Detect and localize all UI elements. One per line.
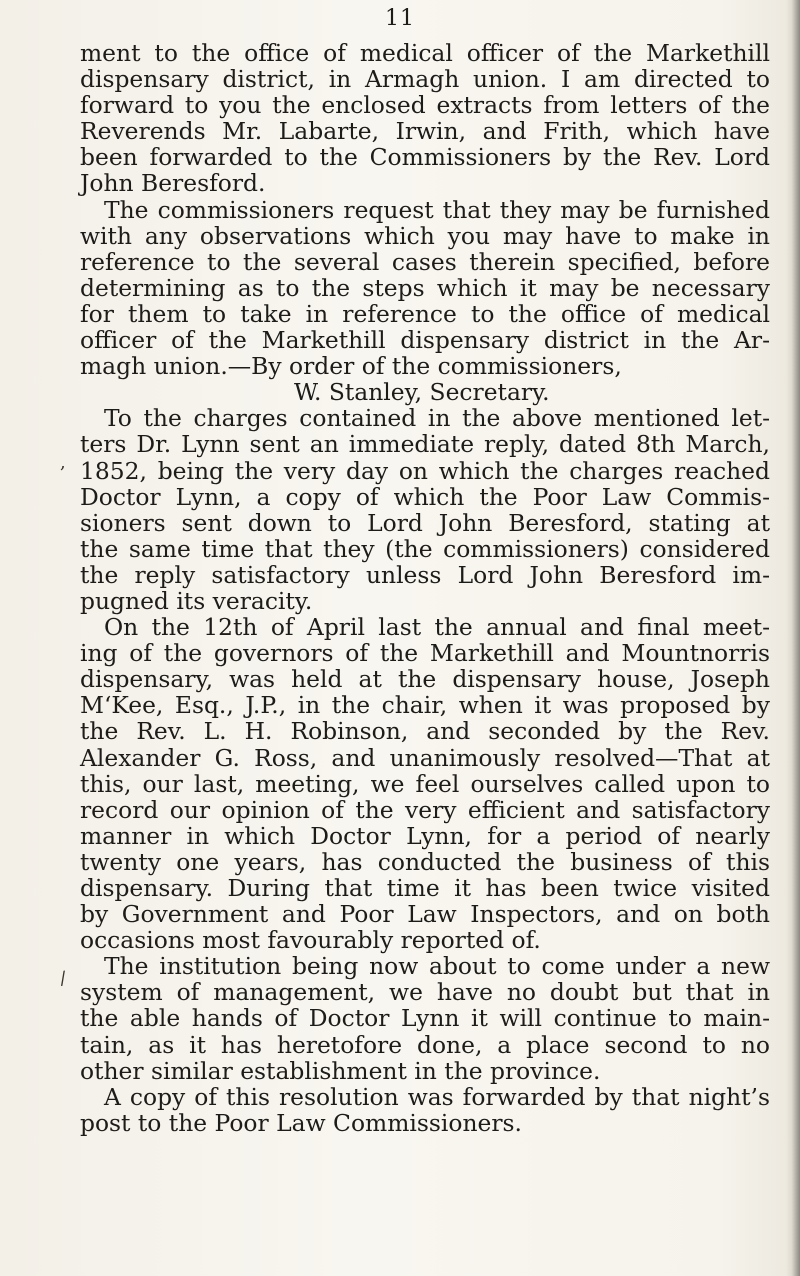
text-line: Doctor Lynn, a copy of which the Poor Law Commis-: [80, 482, 770, 511]
text-line: the able hands of Doctor Lynn it will continue to main-: [80, 1004, 770, 1033]
text-line: ment to the office of medical officer of the Markethill: [80, 39, 770, 67]
margin-mark: /: [58, 967, 68, 990]
text-line: the Rev. L. H. Robinson, and seconded by the Rev.: [80, 717, 770, 746]
text-line: the reply satisfactory unless Lord John Beresford im-: [80, 560, 770, 589]
text-line: A copy of this resolution was forwarded by that night’s: [104, 1082, 770, 1111]
text-line: this, our last, meeting, we feel ourselves called upon to: [80, 769, 770, 798]
text-line: other similar establishment in the province.: [80, 1056, 601, 1085]
body-text: [80, 40, 770, 1136]
paragraph: [80, 1084, 770, 1136]
text-line: for them to take in reference to the office of medical: [80, 299, 770, 328]
text-line: post to the Poor Law Commissioners.: [80, 1108, 522, 1137]
text-line: twenty one years, has conducted the business of this: [80, 847, 770, 876]
text-line: been forwarded to the Commissioners by the Rev. Lord: [80, 143, 770, 172]
page-edge-shadow: [786, 0, 800, 1276]
page-number: 11: [385, 6, 415, 31]
text-line: John Beresford.: [80, 169, 266, 198]
paragraph: [80, 405, 770, 614]
text-line: Alexander G. Ross, and unanimously resolved—That at: [80, 743, 770, 772]
paragraph: [80, 197, 770, 380]
paragraph: [80, 614, 770, 953]
text-line: the same time that they (the commissioners) considered: [80, 534, 770, 563]
text-line: The commissioners request that they may be furnished: [104, 195, 770, 224]
text-line: reference to the several cases therein specified, before: [80, 247, 770, 276]
text-line: pugned its veracity.: [80, 586, 313, 615]
text-line: dispensary, was held at the dispensary house, Joseph: [80, 665, 770, 694]
signature: W. Stanley, Secretary.: [294, 378, 550, 407]
text-line: magh union.—By order of the commissioners,: [80, 352, 622, 381]
text-line: system of management, we have no doubt but that in: [80, 978, 770, 1007]
text-line: record our opinion of the very efficient and satisfactory: [80, 795, 770, 824]
text-line: ters Dr. Lynn sent an immediate reply, dated 8th March,: [80, 430, 770, 459]
text-line: manner in which Doctor Lynn, for a period of nearly: [80, 821, 770, 850]
text-line: with any observations which you may have to make in: [80, 221, 770, 250]
text-line: M‘Kee, Esq., J.P., in the chair, when it was proposed by: [80, 691, 770, 720]
text-line: Reverends Mr. Labarte, Irwin, and Frith, which have: [80, 117, 770, 146]
text-line: dispensary district, in Armagh union. I am directed to: [80, 65, 770, 94]
signature-block: [80, 379, 770, 405]
text-line: by Government and Poor Law Inspectors, and on both: [80, 900, 770, 929]
paragraph: [80, 40, 770, 197]
paragraph: [80, 953, 770, 1083]
text-line: The institution being now about to come under a new: [104, 952, 770, 981]
text-line: On the 12th of April last the annual and final meet-: [104, 613, 770, 642]
text-line: determining as to the steps which it may be necessary: [80, 273, 770, 302]
text-line: ing of the governors of the Markethill and Mountnorris: [80, 639, 770, 668]
text-line: dispensary. During that time it has been twice visited: [80, 874, 770, 902]
text-line: tain, as it has heretofore done, a place second to no: [80, 1030, 770, 1059]
text-line: sioners sent down to Lord John Beresford, stating at: [80, 508, 770, 537]
text-line: occasions most favourably reported of.: [80, 926, 541, 955]
text-line: To the charges contained in the above mentioned let-: [104, 404, 770, 433]
margin-mark: ,: [60, 452, 66, 473]
text-line: forward to you the enclosed extracts from letters of the: [80, 91, 770, 120]
text-line: 1852, being the very day on which the charges reached: [80, 456, 770, 485]
text-line: officer of the Markethill dispensary district in the Ar-: [80, 326, 770, 355]
